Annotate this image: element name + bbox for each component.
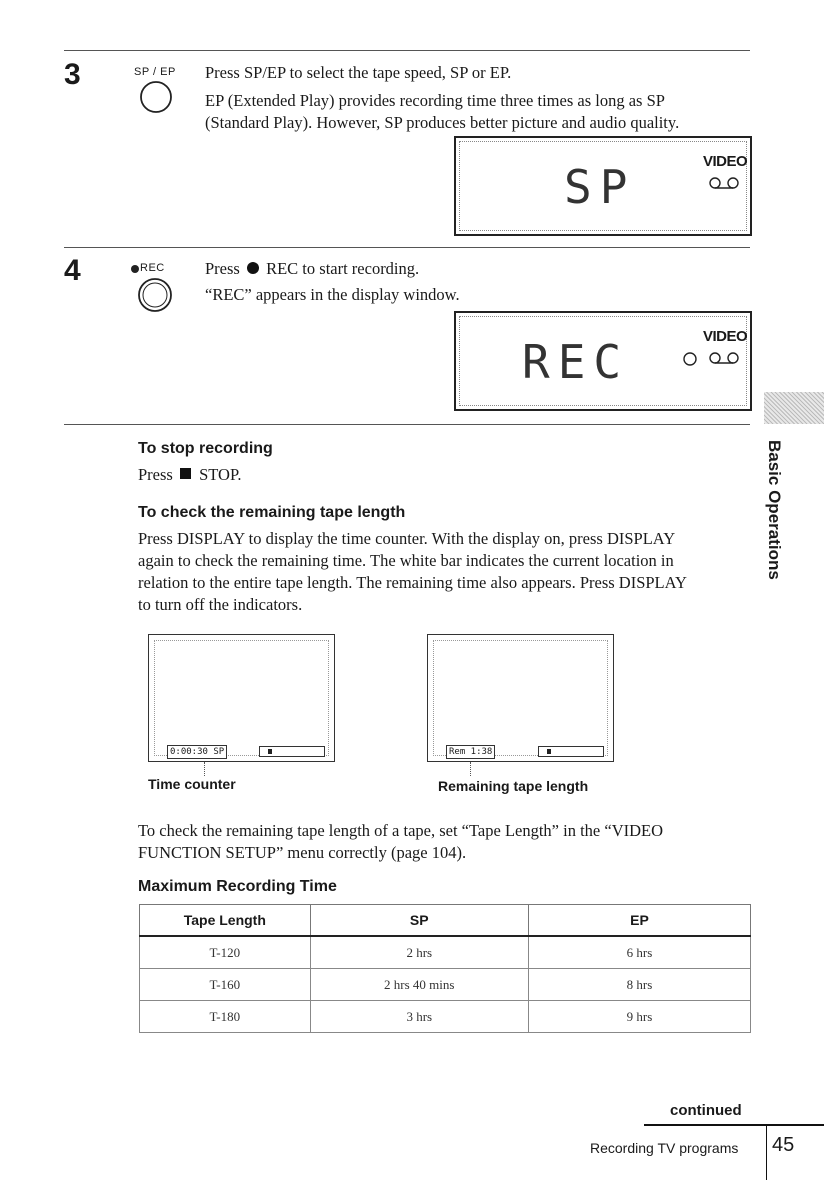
step-text: Press SP/EP to select the tape speed, SP or EP. xyxy=(205,63,512,82)
tape-position-indicator xyxy=(547,749,551,754)
osd-time-counter: 0:00:30 SP xyxy=(167,745,227,759)
body-text: To check the remaining tape length of a tape, set “Tape Length” in the “VIDEO xyxy=(138,821,664,840)
step-text: (Standard Play). However, SP produces better picture and audio quality. xyxy=(205,113,680,132)
button-label: SP / EP xyxy=(134,66,176,78)
column-header: SP xyxy=(310,905,528,937)
osd-remaining-time: Rem 1:38 xyxy=(446,745,495,759)
display-segment-text: REC xyxy=(522,335,630,389)
sp-ep-button-icon xyxy=(139,80,173,114)
table-cell: T-160 xyxy=(140,969,311,1001)
table-cell: 9 hrs xyxy=(528,1001,750,1033)
video-label: VIDEO xyxy=(703,153,748,170)
divider xyxy=(64,247,750,248)
page-divider xyxy=(766,1126,767,1180)
body-text: Press DISPLAY to display the time counter. With the display on, press DISPLAY xyxy=(138,529,676,548)
caption-leader xyxy=(204,762,205,776)
display-window xyxy=(454,136,752,236)
table-cell: 2 hrs 40 mins xyxy=(310,969,528,1001)
display-window xyxy=(454,311,752,411)
table-row xyxy=(140,969,751,1001)
table-cell: 8 hrs xyxy=(528,969,750,1001)
body-text: relation to the entire tape length. The remaining time also appears. Press DISPLAY xyxy=(138,573,687,592)
column-header: Tape Length xyxy=(140,905,311,937)
table-row xyxy=(140,1001,751,1033)
continued-label: continued xyxy=(670,1102,742,1119)
rec-indicator-icon xyxy=(682,351,698,367)
section-heading: Maximum Recording Time xyxy=(138,878,337,895)
rec-button-icon xyxy=(136,276,174,314)
table-row xyxy=(140,936,751,969)
body-text: to turn off the indicators. xyxy=(138,595,303,614)
caption-remaining: Remaining tape length xyxy=(438,778,589,794)
step-text: EP (Extended Play) provides recording time three times as long as SP xyxy=(205,91,665,110)
caption-time-counter: Time counter xyxy=(148,776,236,792)
record-dot-icon xyxy=(246,261,260,275)
footer-rule xyxy=(644,1124,824,1126)
table-cell: 2 hrs xyxy=(310,936,528,969)
button-label: REC xyxy=(140,262,165,274)
tv-screen-time-counter xyxy=(148,634,335,762)
table-cell: 3 hrs xyxy=(310,1001,528,1033)
table-cell: T-120 xyxy=(140,936,311,969)
divider xyxy=(64,50,750,51)
step-number: 3 xyxy=(64,58,81,91)
body-text: FUNCTION SETUP” menu correctly (page 104). xyxy=(138,843,467,862)
tv-screen-remaining xyxy=(427,634,614,762)
record-dot-icon xyxy=(130,264,140,274)
tape-position-indicator xyxy=(268,749,272,754)
step-text: “REC” appears in the display window. xyxy=(205,285,460,304)
stop-square-icon xyxy=(180,468,192,480)
side-tab-marker xyxy=(764,392,824,424)
step-number: 4 xyxy=(64,254,81,287)
column-header: EP xyxy=(528,905,750,937)
step-text: Press REC to start recording. xyxy=(205,259,420,278)
recording-time-table xyxy=(139,904,751,1033)
table-cell: T-180 xyxy=(140,1001,311,1033)
divider xyxy=(64,424,750,425)
cassette-icon xyxy=(708,351,740,365)
tape-position-bar xyxy=(538,746,604,757)
body-text: again to check the remaining time. The white bar indicates the current location in xyxy=(138,551,674,570)
section-heading: To check the remaining tape length xyxy=(138,504,406,521)
caption-leader xyxy=(470,762,471,776)
cassette-icon xyxy=(708,176,740,190)
footer-section-title: Recording TV programs xyxy=(590,1140,739,1156)
body-text: Press STOP. xyxy=(138,465,242,484)
section-heading: To stop recording xyxy=(138,440,273,457)
tape-position-bar xyxy=(259,746,325,757)
video-label: VIDEO xyxy=(703,328,748,345)
display-segment-text: SP xyxy=(564,160,636,214)
page-number: 45 xyxy=(772,1134,795,1156)
table-cell: 6 hrs xyxy=(528,936,750,969)
side-tab-label: Basic Operations xyxy=(765,440,784,580)
